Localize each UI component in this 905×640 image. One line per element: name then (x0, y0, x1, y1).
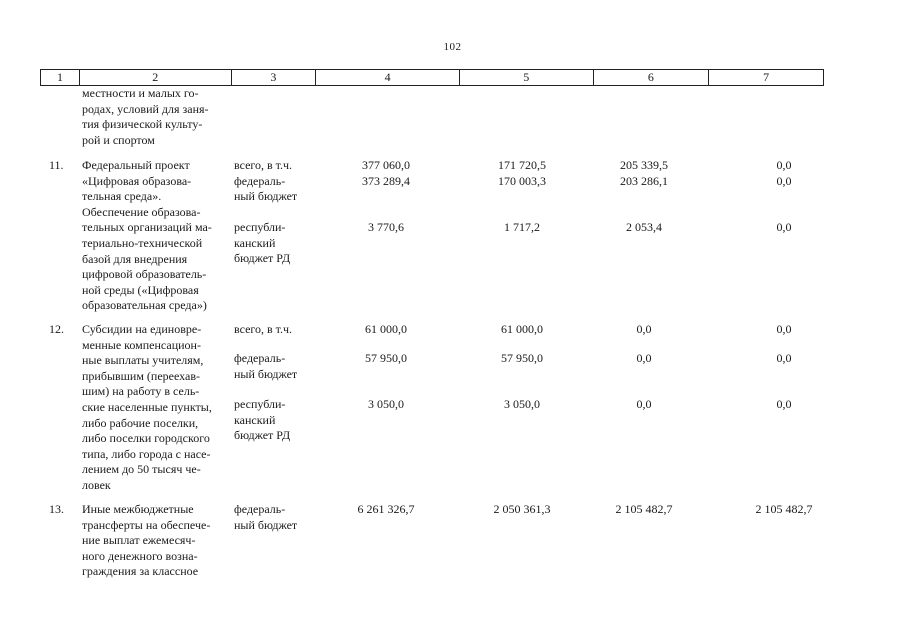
row-12-source-total: всего, в т.ч. (234, 322, 293, 336)
column-header-3: 3 (231, 70, 316, 85)
row-11-col6-a: 205 339,5 203 286,1 (620, 158, 668, 188)
column-header-6: 6 (593, 70, 709, 85)
row-12-col7-total: 0,0 (776, 322, 792, 336)
row-13-number: 13. (49, 502, 64, 516)
row-13-col7: 2 105 482,7 (755, 502, 813, 516)
column-header-5: 5 (459, 70, 593, 85)
row-12-number: 12. (49, 322, 64, 336)
row-12-col6-total: 0,0 (636, 322, 652, 336)
row-12-col5-republic: 3 050,0 (504, 397, 540, 411)
continued-description: местности и малых го- родах, условий для заня- тия физической культу- рой и спортом (82, 86, 209, 147)
row-13-col6: 2 105 482,7 (615, 502, 673, 516)
row-12-source-federal: федераль- ный бюджет (234, 351, 298, 381)
row-13-col4: 6 261 326,7 (357, 502, 415, 516)
column-header-4: 4 (315, 70, 459, 85)
row-12-col6-republic: 0,0 (636, 397, 652, 411)
row-11-description: Федеральный проект «Цифровая образова- тельная среда». Обеспечение образова- тельных организаций ма- териально-технической базой для внедрения цифровой образователь- ной среды («Цифровая образовательная среда») (82, 158, 212, 313)
row-11-col5-b: 1 717,2 (504, 220, 540, 234)
row-12-col5-total: 61 000,0 (501, 322, 543, 336)
row-11-col4-b: 3 770,6 (368, 220, 404, 234)
page-number: 102 (443, 41, 462, 53)
row-13-source-federal: федераль- ный бюджет (234, 502, 298, 532)
row-11-col4-a: 377 060,0 373 289,4 (362, 158, 410, 188)
row-13-col5: 2 050 361,3 (493, 502, 551, 516)
row-12-col5-federal: 57 950,0 (501, 351, 543, 365)
row-12-col7-republic: 0,0 (776, 397, 792, 411)
row-12-col6-federal: 0,0 (636, 351, 652, 365)
column-header-7: 7 (708, 70, 823, 85)
row-12-source-republic: республи- канский бюджет РД (234, 397, 291, 443)
row-12-description: Субсидии на единовре- менные компенсацион- ные выплаты учителям, прибывшим (переехав- шим) на работу в сель- ские населенные пункты, либо рабочие поселки, либо поселки городского типа, либо города с насе- лением до 50 тысяч че- ловек (82, 322, 212, 492)
row-12-col7-federal: 0,0 (776, 351, 792, 365)
table-header (40, 69, 824, 86)
row-13-description: Иные межбюджетные трансферты на обеспече- ние выплат ежемесяч- ного денежного возна- граждения за классное (82, 502, 211, 579)
row-11-source-republic: республи- канский бюджет РД (234, 220, 291, 266)
row-11-number: 11. (49, 158, 64, 172)
row-12-col4-republic: 3 050,0 (368, 397, 404, 411)
row-11-col7-a: 0,0 0,0 (776, 158, 792, 188)
row-11-col7-b: 0,0 (776, 220, 792, 234)
row-11-source-total-federal: всего, в т.ч. федераль- ный бюджет (234, 158, 298, 204)
row-11-col5-a: 171 720,5 170 003,3 (498, 158, 546, 188)
row-12-col4-total: 61 000,0 (365, 322, 407, 336)
column-header-2: 2 (79, 70, 231, 85)
column-header-1: 1 (56, 70, 63, 84)
row-12-col4-federal: 57 950,0 (365, 351, 407, 365)
row-11-col6-b: 2 053,4 (626, 220, 662, 234)
